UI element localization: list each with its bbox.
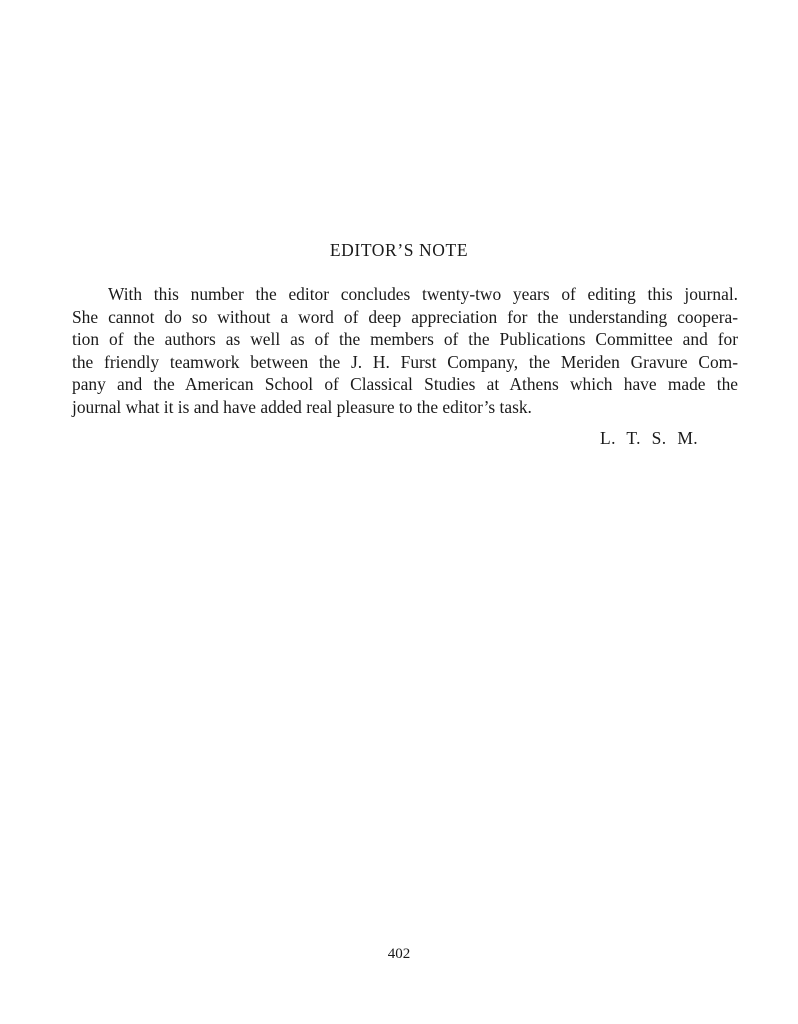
page-number: 402 (387, 946, 411, 962)
paragraph-line: the friendly teamwork between the J. H. Furst Company, the Meriden Gravure Com- (72, 351, 738, 372)
editor-signature: L. T. S. M. (600, 428, 699, 448)
paragraph-line: journal what it is and have added real pleasure to the editor’s task. (72, 396, 532, 417)
paragraph-line: pany and the American School of Classical Studies at Athens which have made the (72, 374, 738, 395)
paragraph-line: She cannot do so without a word of deep appreciation for the understanding coopera- (72, 306, 738, 327)
paragraph-line: tion of the authors as well as of the members of the Publications Committee and for (72, 329, 738, 350)
paragraph-line: With this number the editor concludes twenty-two years of editing this journal. (108, 284, 738, 304)
editor-note-paragraph (72, 283, 738, 419)
page-title: EDITOR’S NOTE (329, 240, 469, 260)
